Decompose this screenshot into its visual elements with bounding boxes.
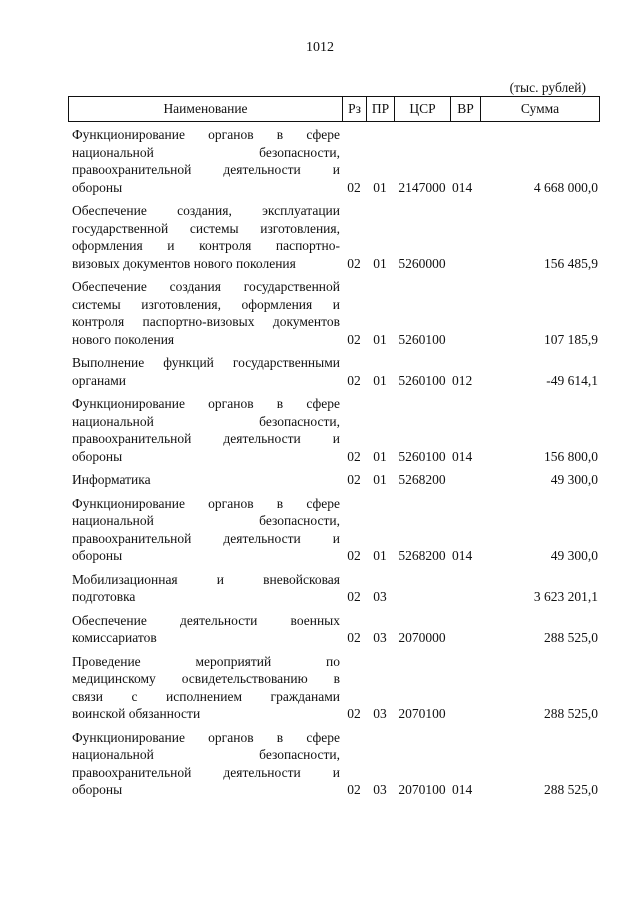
row-sum: -49 614,1 — [546, 372, 598, 388]
row-name — [68, 202, 342, 272]
row-name — [68, 653, 342, 723]
row-pr: 01 — [373, 548, 387, 563]
row-name-line: Функционирование органов в сфере — [72, 127, 340, 142]
column-header-rz: Рз — [343, 97, 367, 121]
row-name-line: комиссариатов — [72, 630, 157, 645]
row-rz: 02 — [347, 782, 361, 797]
row-sum: 288 525,0 — [544, 630, 598, 645]
row-name-line: контроля паспортно-визовых документов — [72, 314, 340, 329]
row-name — [68, 612, 342, 647]
row-sum: 288 525,0 — [544, 706, 598, 721]
row-csr: 5260100 — [398, 372, 446, 388]
page-number: 1012 — [306, 40, 334, 55]
row-name-line: Обеспечение создания государственной — [72, 279, 340, 294]
row-name-line: Функционирование органов в сфере — [72, 495, 340, 511]
row-csr: 5260000 — [398, 255, 446, 271]
row-pr: 01 — [373, 179, 387, 195]
row-name-line: органами — [72, 372, 127, 388]
row-name-line: нового поколения — [72, 331, 175, 347]
row-sum: 3 623 201,1 — [533, 589, 598, 604]
row-sum: 49 300,0 — [550, 472, 598, 487]
row-name-line: связи с исполнением гражданами — [72, 688, 340, 704]
row-name-line: обороны — [72, 448, 123, 464]
units-label: (тыс. рублей) — [509, 80, 586, 95]
row-name-line: Обеспечение создания, эксплуатации — [72, 203, 340, 218]
row-name — [68, 471, 342, 489]
row-csr: 2070100 — [398, 706, 446, 721]
row-name — [68, 278, 342, 348]
row-csr: 5268200 — [398, 472, 446, 487]
table-row — [68, 471, 600, 489]
row-rz: 02 — [347, 706, 361, 721]
row-rz: 02 — [347, 372, 361, 388]
row-sum: 4 668 000,0 — [533, 179, 598, 195]
table-row — [68, 395, 600, 465]
row-sum: 288 525,0 — [544, 782, 598, 797]
row-name-line: обороны — [72, 782, 123, 797]
row-name-line: государственной системы изготовления, — [72, 220, 340, 236]
row-name-line: подготовка — [72, 589, 136, 604]
row-name-line: Функционирование органов в сфере — [72, 396, 340, 411]
row-name-line: медицинскому освидетельствованию в — [72, 671, 340, 686]
column-header-name: Наименование — [69, 97, 343, 121]
table-row — [68, 126, 600, 196]
table-row — [68, 354, 600, 389]
row-name-line: Информатика — [72, 472, 151, 487]
row-name — [68, 126, 342, 196]
row-name-line: воинской обязанности — [72, 706, 201, 721]
row-pr: 01 — [373, 448, 387, 464]
row-csr: 2070100 — [398, 782, 446, 797]
row-name-line: Функционирование органов в сфере — [72, 729, 340, 745]
row-pr: 01 — [373, 472, 387, 487]
row-name — [68, 571, 342, 606]
row-pr: 03 — [373, 589, 387, 604]
table-row — [68, 495, 600, 565]
row-pr: 01 — [373, 331, 387, 347]
row-sum: 156 485,9 — [544, 255, 598, 271]
row-name-line: Мобилизационная и вневойсковая — [72, 571, 340, 587]
row-vr: 014 — [452, 448, 473, 464]
row-name-line: обороны — [72, 179, 123, 195]
row-sum: 49 300,0 — [550, 548, 598, 563]
row-pr: 01 — [373, 372, 387, 388]
table-row — [68, 202, 600, 272]
row-name-line: правоохранительной деятельности и — [72, 530, 340, 546]
row-rz: 02 — [347, 331, 361, 347]
row-csr: 5268200 — [398, 548, 446, 563]
row-vr: 014 — [452, 782, 473, 797]
row-rz: 02 — [347, 548, 361, 563]
row-name-line: правоохранительной деятельности и — [72, 431, 340, 446]
row-name — [68, 395, 342, 465]
table-body — [68, 126, 600, 805]
row-name-line: оформления и контроля паспортно- — [72, 238, 340, 253]
row-vr: 014 — [452, 548, 473, 563]
table-row — [68, 612, 600, 647]
row-csr: 5260100 — [398, 331, 446, 347]
column-header-csr: ЦСР — [395, 97, 451, 121]
table-row — [68, 729, 600, 799]
row-name-line: национальной безопасности, — [72, 144, 340, 160]
row-name — [68, 729, 342, 799]
row-vr: 014 — [452, 179, 473, 195]
row-sum: 156 800,0 — [544, 448, 598, 464]
row-name-line: системы изготовления, оформления и — [72, 296, 340, 312]
row-name-line: национальной безопасности, — [72, 747, 340, 762]
row-rz: 02 — [347, 179, 361, 195]
row-rz: 02 — [347, 589, 361, 604]
row-pr: 01 — [373, 255, 387, 271]
column-header-vr: ВР — [451, 97, 481, 121]
row-pr: 03 — [373, 782, 387, 797]
row-name-line: обороны — [72, 548, 123, 563]
row-rz: 02 — [347, 472, 361, 487]
row-name-line: Обеспечение деятельности военных — [72, 612, 340, 628]
column-header-sum: Сумма — [520, 101, 560, 116]
table-header — [68, 96, 600, 122]
table-row — [68, 653, 600, 723]
row-sum: 107 185,9 — [544, 331, 598, 347]
row-name-line: Проведение мероприятий по — [72, 653, 340, 669]
row-name — [68, 354, 342, 389]
row-name-line: правоохранительной деятельности и — [72, 162, 340, 177]
row-name-line: национальной безопасности, — [72, 413, 340, 429]
row-csr: 5260100 — [398, 448, 446, 464]
row-name-line: визовых документов нового поколения — [72, 255, 296, 271]
row-rz: 02 — [347, 255, 361, 271]
row-name-line: правоохранительной деятельности и — [72, 764, 340, 780]
row-name-line: национальной безопасности, — [72, 513, 340, 528]
row-rz: 02 — [347, 630, 361, 645]
row-rz: 02 — [347, 448, 361, 464]
row-pr: 03 — [373, 630, 387, 645]
table-row — [68, 571, 600, 606]
row-name-line: Выполнение функций государственными — [72, 355, 340, 370]
row-name — [68, 495, 342, 565]
row-csr: 2070000 — [398, 630, 446, 645]
table-row — [68, 278, 600, 348]
row-pr: 03 — [373, 706, 387, 721]
column-header-pr: ПР — [367, 97, 395, 121]
row-csr: 2147000 — [398, 179, 446, 195]
row-vr: 012 — [452, 372, 473, 388]
